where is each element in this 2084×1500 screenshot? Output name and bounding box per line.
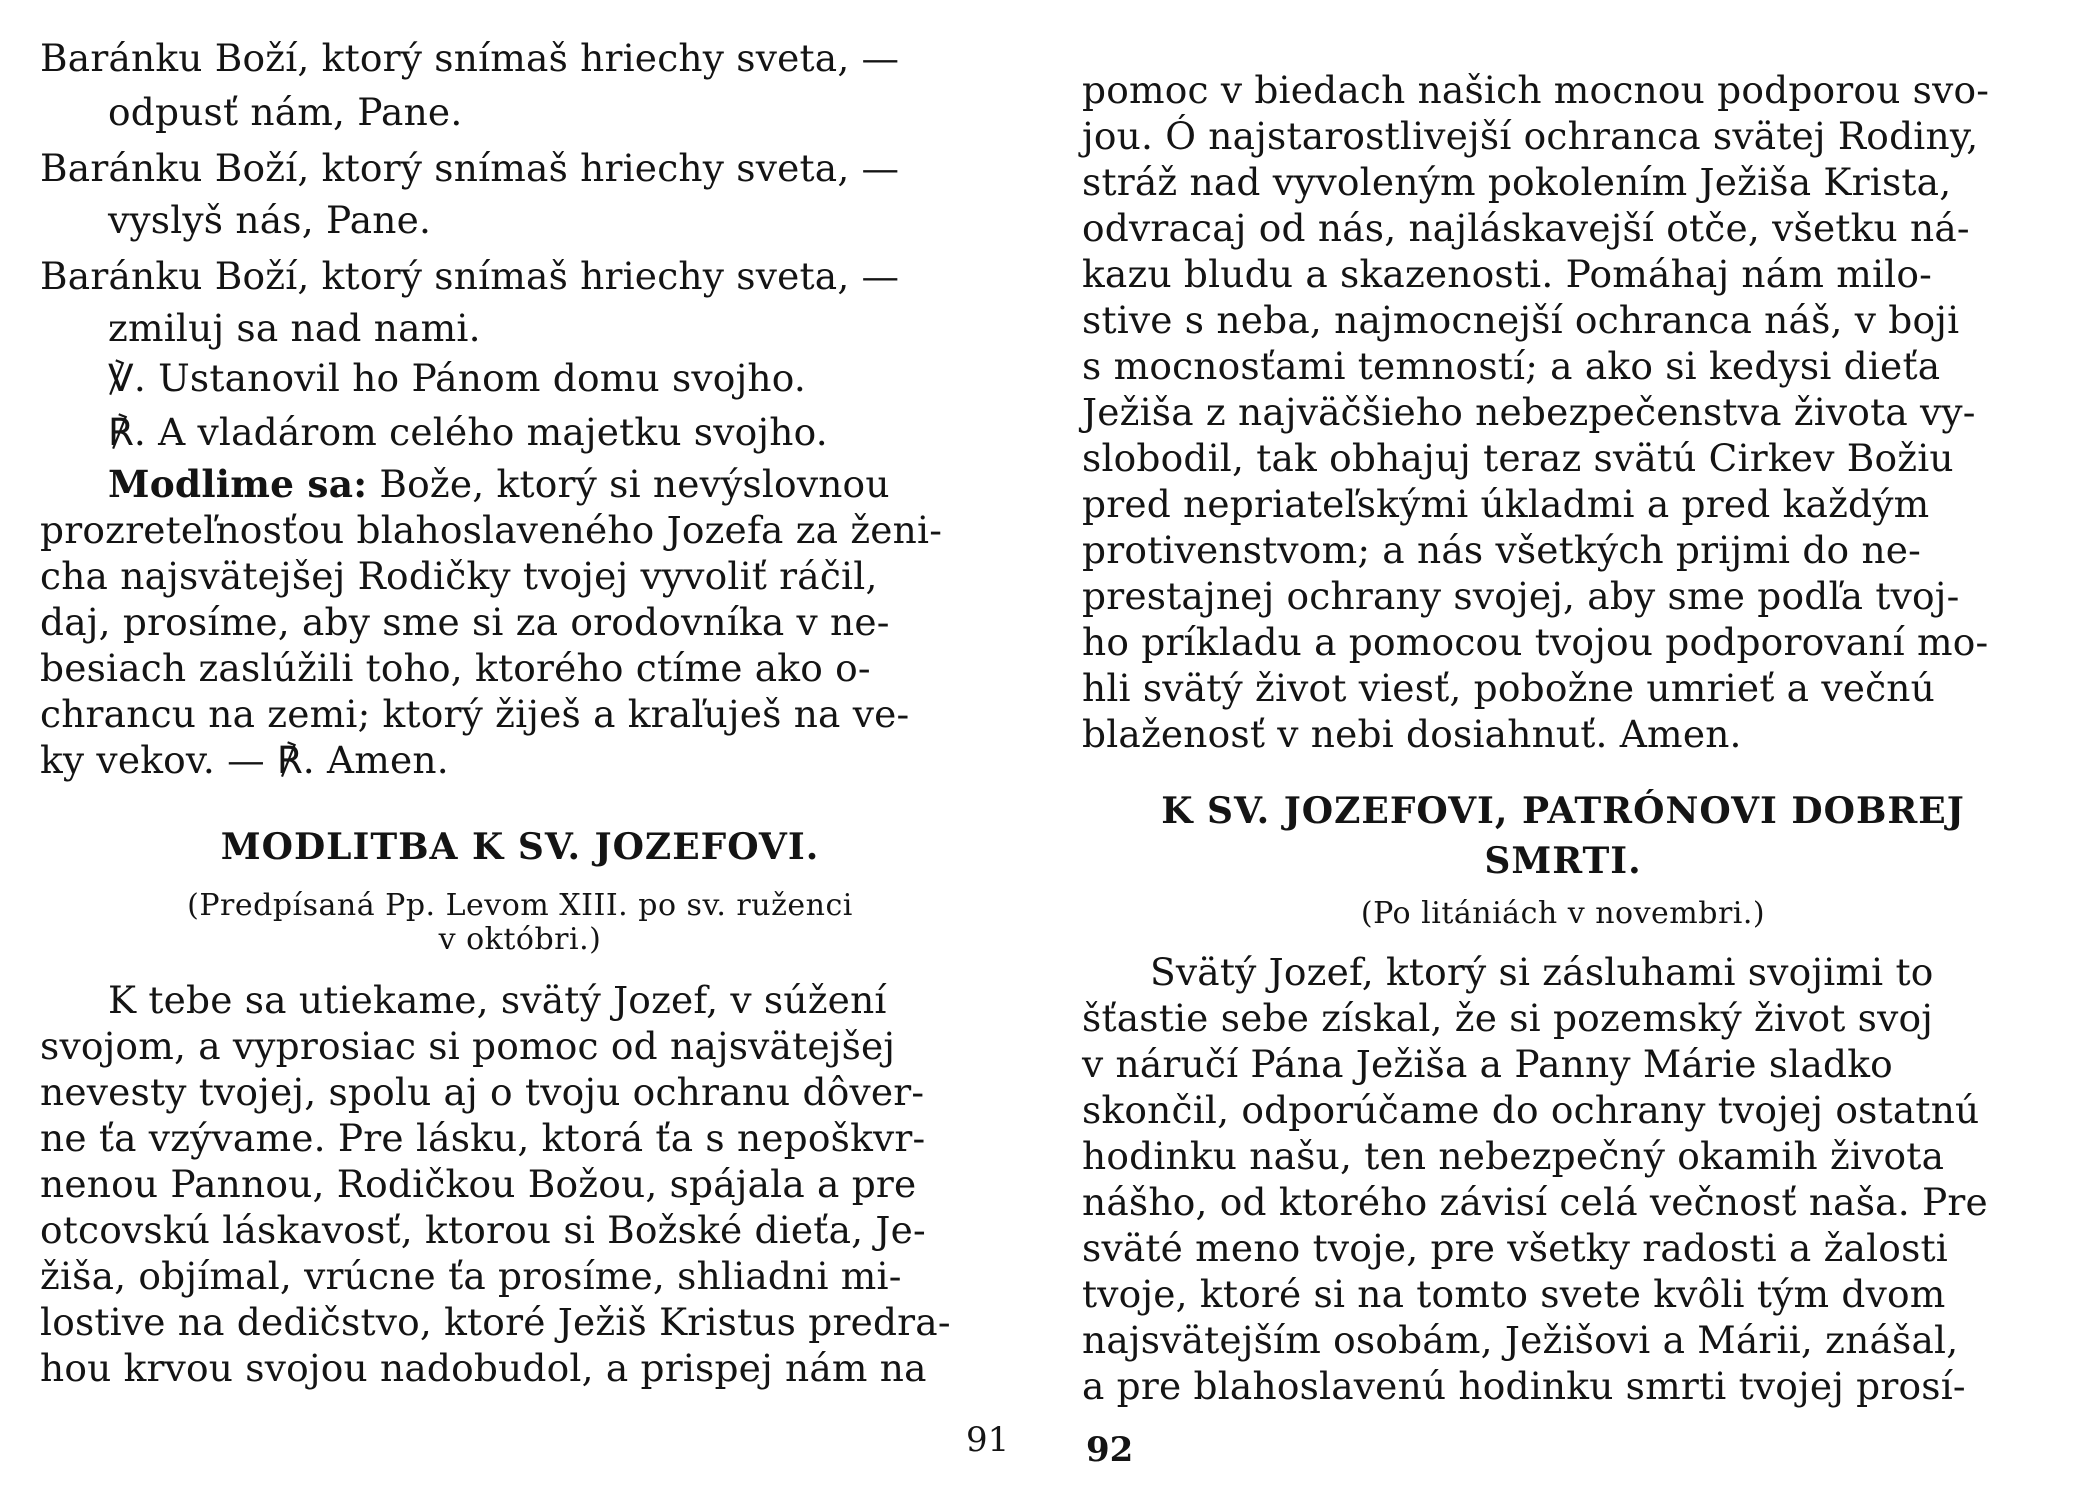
versicle: ℣. Ustanovil ho Pánom domu svojho. [108,356,806,400]
oration-label: Modlime sa: [108,462,368,506]
body-line: stráž nad vyvoleným pokolením Ježiša Krista, [1082,160,1952,204]
page-number: 91 [966,1420,1010,1460]
body-line: skončil, odporúčame do ochrany tvojej ostatnú [1082,1088,1980,1132]
oration-line: ky vekov. — ℟. Amen. [40,738,449,782]
body-line: Ježiša z najväčšieho nebezpečenstva života vy- [1082,390,1976,434]
body-line: pomoc v biedach našich mocnou podporou svo- [1082,68,1990,112]
body-line: pred nepriateľskými úkladmi a pred každým [1082,482,1930,526]
body-line: Svätý Jozef, ktorý si zásluhami svojimi to [1150,950,1934,994]
oration-line: prozreteľnosťou blahoslaveného Jozefa za ženi- [40,508,943,552]
body-line: protivenstvom; a nás všetkých prijmi do ne- [1082,528,1922,572]
body-line: ho príkladu a pomocou tvojou podporovaní mo- [1082,620,1989,664]
litany-line: odpusť nám, Pane. [108,90,463,134]
body-line: nevesty tvojej, spolu aj o tvoju ochranu dôver- [40,1070,925,1114]
oration-first-line: Modlime sa: Bože, ktorý si nevýslovnou [108,462,890,506]
right-page [1042,0,2084,1500]
section-subtitle: (Po litániách v novembri.) [1360,896,1766,931]
body-line: v náručí Pána Ježiša a Panny Márie sladko [1082,1042,1893,1086]
body-line: a pre blahoslavenú hodinku smrti tvojej prosí- [1082,1364,1966,1408]
litany-line: Baránku Boží, ktorý snímaš hriechy sveta, — [40,254,900,298]
body-line: najsvätejším osobám, Ježišovi a Márii, znášal, [1082,1318,1959,1362]
section-heading: SMRTI. [1484,840,1642,882]
body-line: K tebe sa utiekame, svätý Jozef, v súžení [108,978,887,1022]
body-line: ne ťa vzývame. Pre lásku, ktorá ťa s nepoškvr- [40,1116,926,1160]
section-subtitle: (Predpísaná Pp. Levom XIII. po sv. ruženci [187,888,853,923]
body-line: žiša, objímal, vrúcne ťa prosíme, shliadni mi- [40,1254,902,1298]
body-line: odvracaj od nás, najláskavejší otče, všetku ná- [1082,206,1970,250]
body-line: sväté meno tvoje, pre všetky radosti a žalosti [1082,1226,1948,1270]
oration-line: chrancu na zemi; ktorý žiješ a kraľuješ na ve- [40,692,910,736]
body-line: slobodil, tak obhajuj teraz svätú Cirkev Božiu [1082,436,1954,480]
oration-line: cha najsvätejšej Rodičky tvojej vyvoliť ráčil, [40,554,878,598]
body-line: lostive na dedičstvo, ktoré Ježiš Kristus predra- [40,1300,951,1344]
body-line: hou krvou svojou nadobudol, a prispej nám na [40,1346,927,1390]
litany-line: vyslyš nás, Pane. [108,198,432,242]
body-line: tvoje, ktoré si na tomto svete kvôli tým dvom [1082,1272,1946,1316]
body-line: jou. Ó najstarostlivejší ochranca svätej Rodiny, [1082,114,1979,158]
body-line: hodinku našu, ten nebezpečný okamih života [1082,1134,1945,1178]
body-line: nenou Pannou, Rodičkou Božou, spájala a pre [40,1162,917,1206]
body-line: prestajnej ochrany svojej, aby sme podľa tvoj- [1082,574,1960,618]
body-line: svojom, a vyprosiac si pomoc od najsvätejšej [40,1024,896,1068]
oration-line: daj, prosíme, aby sme si za orodovníka v ne- [40,600,890,644]
section-heading: K SV. JOZEFOVI, PATRÓNOVI DOBREJ [1161,790,1965,832]
body-line: šťastie sebe získal, že si pozemský život svoj [1082,996,1934,1040]
litany-line: zmiluj sa nad nami. [108,306,481,350]
body-line: stive s neba, najmocnejší ochranca náš, v boji [1082,298,1960,342]
body-line: s mocnosťami temností; a ako si kedysi dieťa [1082,344,1941,388]
body-line: nášho, od ktorého závisí celá večnosť naša. Pre [1082,1180,1988,1224]
section-heading: MODLITBA K SV. JOZEFOVI. [220,826,820,868]
section-subtitle: v októbri.) [438,922,602,957]
body-line: blaženosť v nebi dosiahnuť. Amen. [1082,712,1742,756]
body-line: kazu bludu a skazenosti. Pomáhaj nám milo- [1082,252,1933,296]
body-line: hli svätý život viesť, pobožne umrieť a večnú [1082,666,1936,710]
page-number: 92 [1086,1430,1134,1470]
litany-line: Baránku Boží, ktorý snímaš hriechy sveta, — [40,146,900,190]
oration-line: besiach zaslúžili toho, ktorého ctíme ako o- [40,646,871,690]
response: ℟. A vladárom celého majetku svojho. [108,410,828,454]
body-line: otcovskú láskavosť, ktorou si Božské dieťa, Je- [40,1208,926,1252]
litany-line: Baránku Boží, ktorý snímaš hriechy sveta, — [40,36,900,80]
